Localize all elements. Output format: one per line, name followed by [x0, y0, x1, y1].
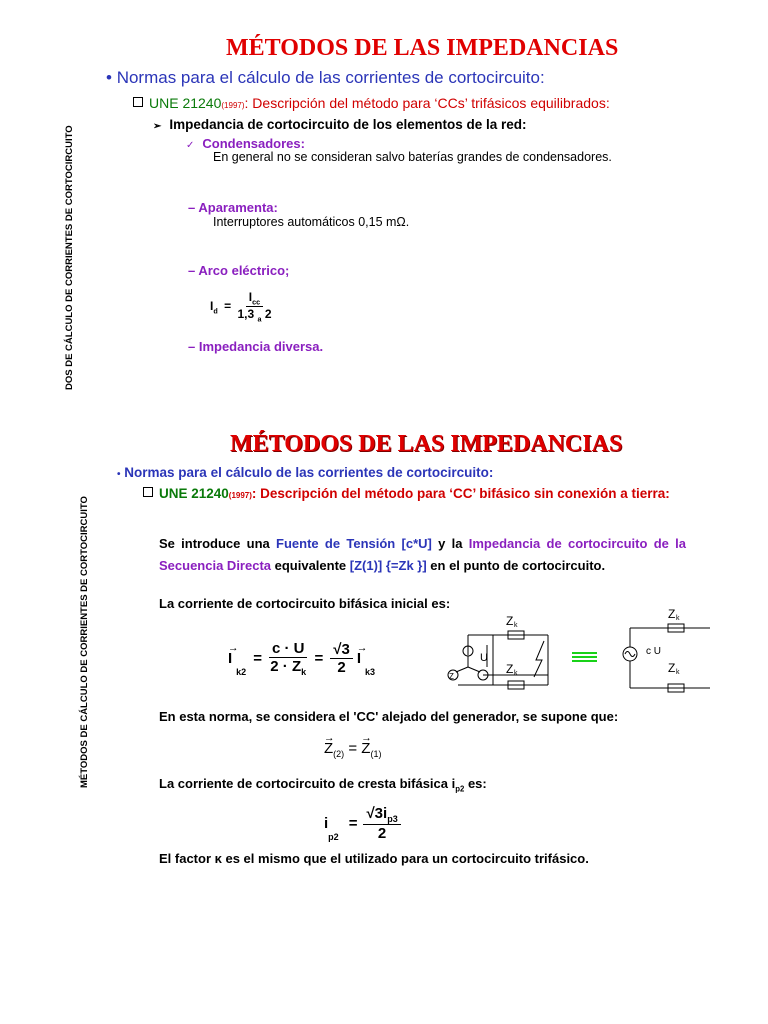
une-line: UNE 21240(1997): Descripción del método para ‘CCs’ trifásicos equilibrados:	[133, 95, 610, 111]
item-condensadores-text: En general no se consideran salvo baterías grandes de condensadores.	[213, 150, 612, 164]
paragraph-fuente: Se introduce una Fuente de Tensión [c*U] y la Impedancia de cortocircuito de la Secuencia Directa equivalente [Z(1)] {=Zk }] en el punto de cortocircuito.	[159, 536, 686, 573]
norms-bullet-2: • Normas para el cálculo de las corrientes de cortocircuito:	[117, 465, 494, 480]
side-caption-2: MÉTODOS DE CÁLCULO DE CORRIENTES DE CORTOCIRCUITO	[79, 496, 90, 788]
svg-text:U: U	[480, 652, 488, 664]
equation-z2: → $Z_{(2)}$ = → $Z_{(1)}$	[324, 740, 381, 759]
svg-text:k: k	[514, 622, 518, 629]
svg-text:Z: Z	[506, 614, 514, 628]
svg-text:Z: Z	[506, 662, 514, 676]
item-condensadores: ✓ Condensadores:	[186, 136, 305, 151]
svg-text:k: k	[514, 670, 518, 677]
une-line-2: UNE 21240(1997): Descripción del método para ‘CC’ bifásico sin conexión a tierra:	[143, 486, 683, 504]
check-icon: ✓	[186, 140, 195, 151]
item-aparamenta-text: Interruptores automáticos 0,15 mΩ.	[213, 215, 410, 229]
svg-text:k: k	[676, 615, 680, 622]
item-impedancia: – Impedancia diversa.	[188, 339, 324, 354]
svg-text:k: k	[676, 669, 680, 676]
equation-ip2: i p2 = $\frac{√3i_{p3}}{2}$	[324, 805, 401, 842]
norms-bullet: • Normas para el cálculo de las corrientes de cortocircuito:	[106, 68, 545, 87]
paragraph-factor: El factor κ es el mismo que el utilizado para un cortocircuito trifásico.	[159, 851, 589, 866]
checkbox-icon	[143, 487, 153, 497]
equation-ik2: → I k2 = $\frac{c \cdot U}{2 \cdot Z_k}$ = $\frac{√3}{2}$ → I k3	[228, 640, 375, 677]
svg-text:Z: Z	[668, 661, 676, 675]
sub-heading: ➢ Impedancia de cortocircuito de los elementos de la red:	[153, 117, 527, 132]
paragraph-bifasica: La corriente de cortocircuito bifásica inicial es:	[159, 596, 451, 611]
slide-title-2: MÉTODOS DE LAS IMPEDANCIAS	[230, 431, 623, 457]
checkbox-icon	[133, 97, 143, 107]
formula-arco: $I_d$ = $\frac{I_{cc}}{1,3 _a 2}$	[210, 290, 272, 324]
equivalent-circuit	[618, 600, 713, 695]
side-caption: DOS DE CÁLCULO DE CORRIENTES DE CORTOCIRCUITO	[64, 125, 75, 390]
svg-text:Z: Z	[668, 607, 676, 621]
paragraph-cresta: La corriente de cortocircuito de cresta bifásica $i_{p2}$ es:	[159, 776, 487, 794]
item-aparamenta: – Aparamenta:	[188, 200, 278, 215]
svg-text:c U: c U	[646, 646, 661, 657]
arrow-bullet-icon: ➢	[153, 121, 162, 132]
paragraph-norma: En esta norma, se considera el 'CC' alejado del generador, se supone que:	[159, 709, 619, 724]
svg-text:Z: Z	[449, 672, 454, 681]
item-arco: – Arco eléctrico;	[188, 263, 290, 278]
circuit-diagram	[438, 605, 558, 695]
slide-title: MÉTODOS DE LAS IMPEDANCIAS	[226, 35, 619, 61]
equivalence-icon	[572, 652, 597, 662]
